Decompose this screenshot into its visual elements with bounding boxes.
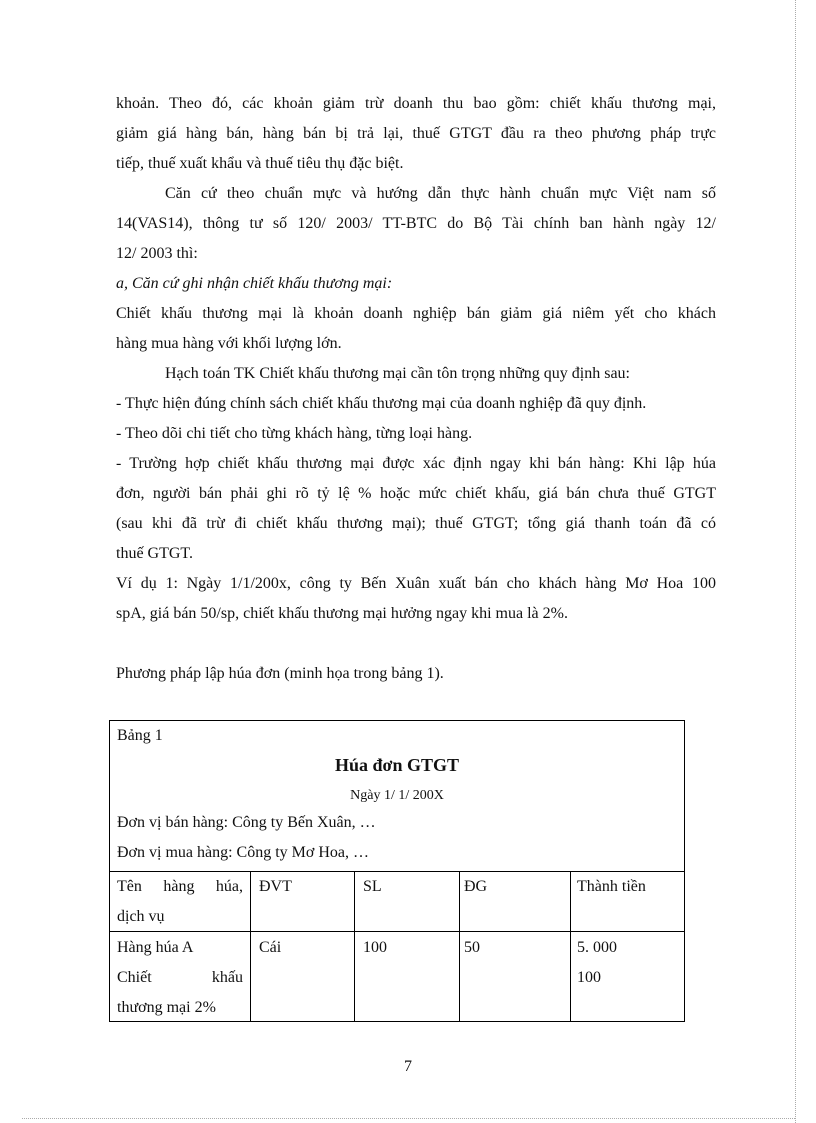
invoice-title: Húa đơn GTGT	[334, 755, 459, 775]
buyer-line: Đơn vị mua hàng: Công ty Mơ Hoa, …	[117, 844, 370, 861]
header-name-line-2: dịch vụ	[117, 908, 165, 925]
paragraph-1-line-3: tiếp, thuế xuất khẩu và thuế tiêu thụ đặc biệt.	[116, 155, 404, 172]
paragraph-2-line-3: 12/ 2003 thì:	[116, 245, 198, 262]
paragraph-4: Hạch toán TK Chiết khấu thương mại cần tôn trọng những quy định sau:	[165, 365, 630, 382]
seller-line: Đơn vị bán hàng: Công ty Bến Xuân, …	[117, 814, 376, 831]
paragraph-3-line-2: hàng mua hàng với khối lượng lớn.	[116, 335, 342, 352]
header-quantity: SL	[363, 878, 382, 895]
page-number: 7	[404, 1058, 412, 1075]
invoice-table	[109, 720, 685, 1022]
example-line-2: spA, giá bán 50/sp, chiết khấu thương mại hưởng ngay khi mua là 2%.	[116, 605, 568, 622]
example-line-1: Ví dụ 1: Ngày 1/1/200x, công ty Bến Xuân xuất bán cho khách hàng Mơ Hoa 100	[116, 575, 716, 592]
table-row-divider	[110, 931, 684, 932]
paragraph-1-line-2: giảm giá hàng bán, hàng bán bị trả lại, thuế GTGT đầu ra theo phương pháp trực	[116, 125, 716, 142]
row-amount-line-1: 5. 000	[577, 939, 617, 956]
column-divider-4	[570, 871, 571, 1022]
bullet-2: - Theo dõi chi tiết cho từng khách hàng, từng loại hàng.	[116, 425, 473, 442]
paragraph-2-line-1: Căn cứ theo chuẩn mực và hướng dẫn thực hành chuẩn mực Việt nam số	[165, 185, 716, 202]
row-amount-line-2: 100	[577, 969, 601, 986]
bullet-1: - Thực hiện đúng chính sách chiết khấu thương mại của doanh nghiệp đã quy định.	[116, 395, 647, 412]
section-heading: a, Căn cứ ghi nhận chiết khấu thương mại:	[116, 275, 393, 292]
table-label: Bảng 1	[117, 727, 163, 744]
method-line: Phương pháp lập húa đơn (minh họa trong bảng 1).	[116, 665, 444, 682]
column-divider-3	[459, 871, 460, 1022]
header-name-line-1: Tên hàng húa,	[117, 878, 243, 895]
row-quantity: 100	[363, 939, 387, 956]
header-price: ĐG	[464, 878, 488, 895]
header-amount: Thành tiền	[577, 878, 646, 895]
paragraph-3-line-1: Chiết khấu thương mại là khoản doanh nghiệp bán giảm giá niêm yết cho khách	[116, 305, 716, 322]
paragraph-1-line-1: khoản. Theo đó, các khoản giảm trừ doanh thu bao gồm: chiết khấu thương mại,	[116, 95, 716, 112]
column-divider-2	[354, 871, 355, 1022]
row-name-line-1: Hàng húa A	[117, 939, 194, 956]
bullet-3-line-3: (sau khi đã trừ đi chiết khấu thương mại); thuế GTGT; tổng giá thanh toán đã có	[116, 515, 716, 532]
row-name-line-3: thương mại 2%	[117, 999, 216, 1016]
row-price: 50	[464, 939, 480, 956]
bullet-3-line-2: đơn, người bán phải ghi rõ tỷ lệ % hoặc mức chiết khấu, giá bán chưa thuế GTGT	[116, 485, 716, 502]
bullet-3-line-4: thuế GTGT.	[116, 545, 194, 562]
page-margin-guide-right	[795, 0, 796, 1123]
column-divider-1	[250, 871, 251, 1022]
bullet-3-line-1: - Trường hợp chiết khấu thương mại được xác định ngay khi bán hàng: Khi lập húa	[116, 455, 716, 472]
paragraph-2-line-2: 14(VAS14), thông tư số 120/ 2003/ TT-BTC do Bộ Tài chính ban hành ngày 12/	[116, 215, 716, 232]
row-name-line-2: Chiết khấu	[117, 969, 243, 986]
header-unit: ĐVT	[259, 878, 292, 895]
invoice-date: Ngày 1/ 1/ 200X	[350, 788, 444, 803]
page-margin-guide-bottom	[22, 1118, 795, 1119]
row-unit: Cái	[259, 939, 282, 956]
